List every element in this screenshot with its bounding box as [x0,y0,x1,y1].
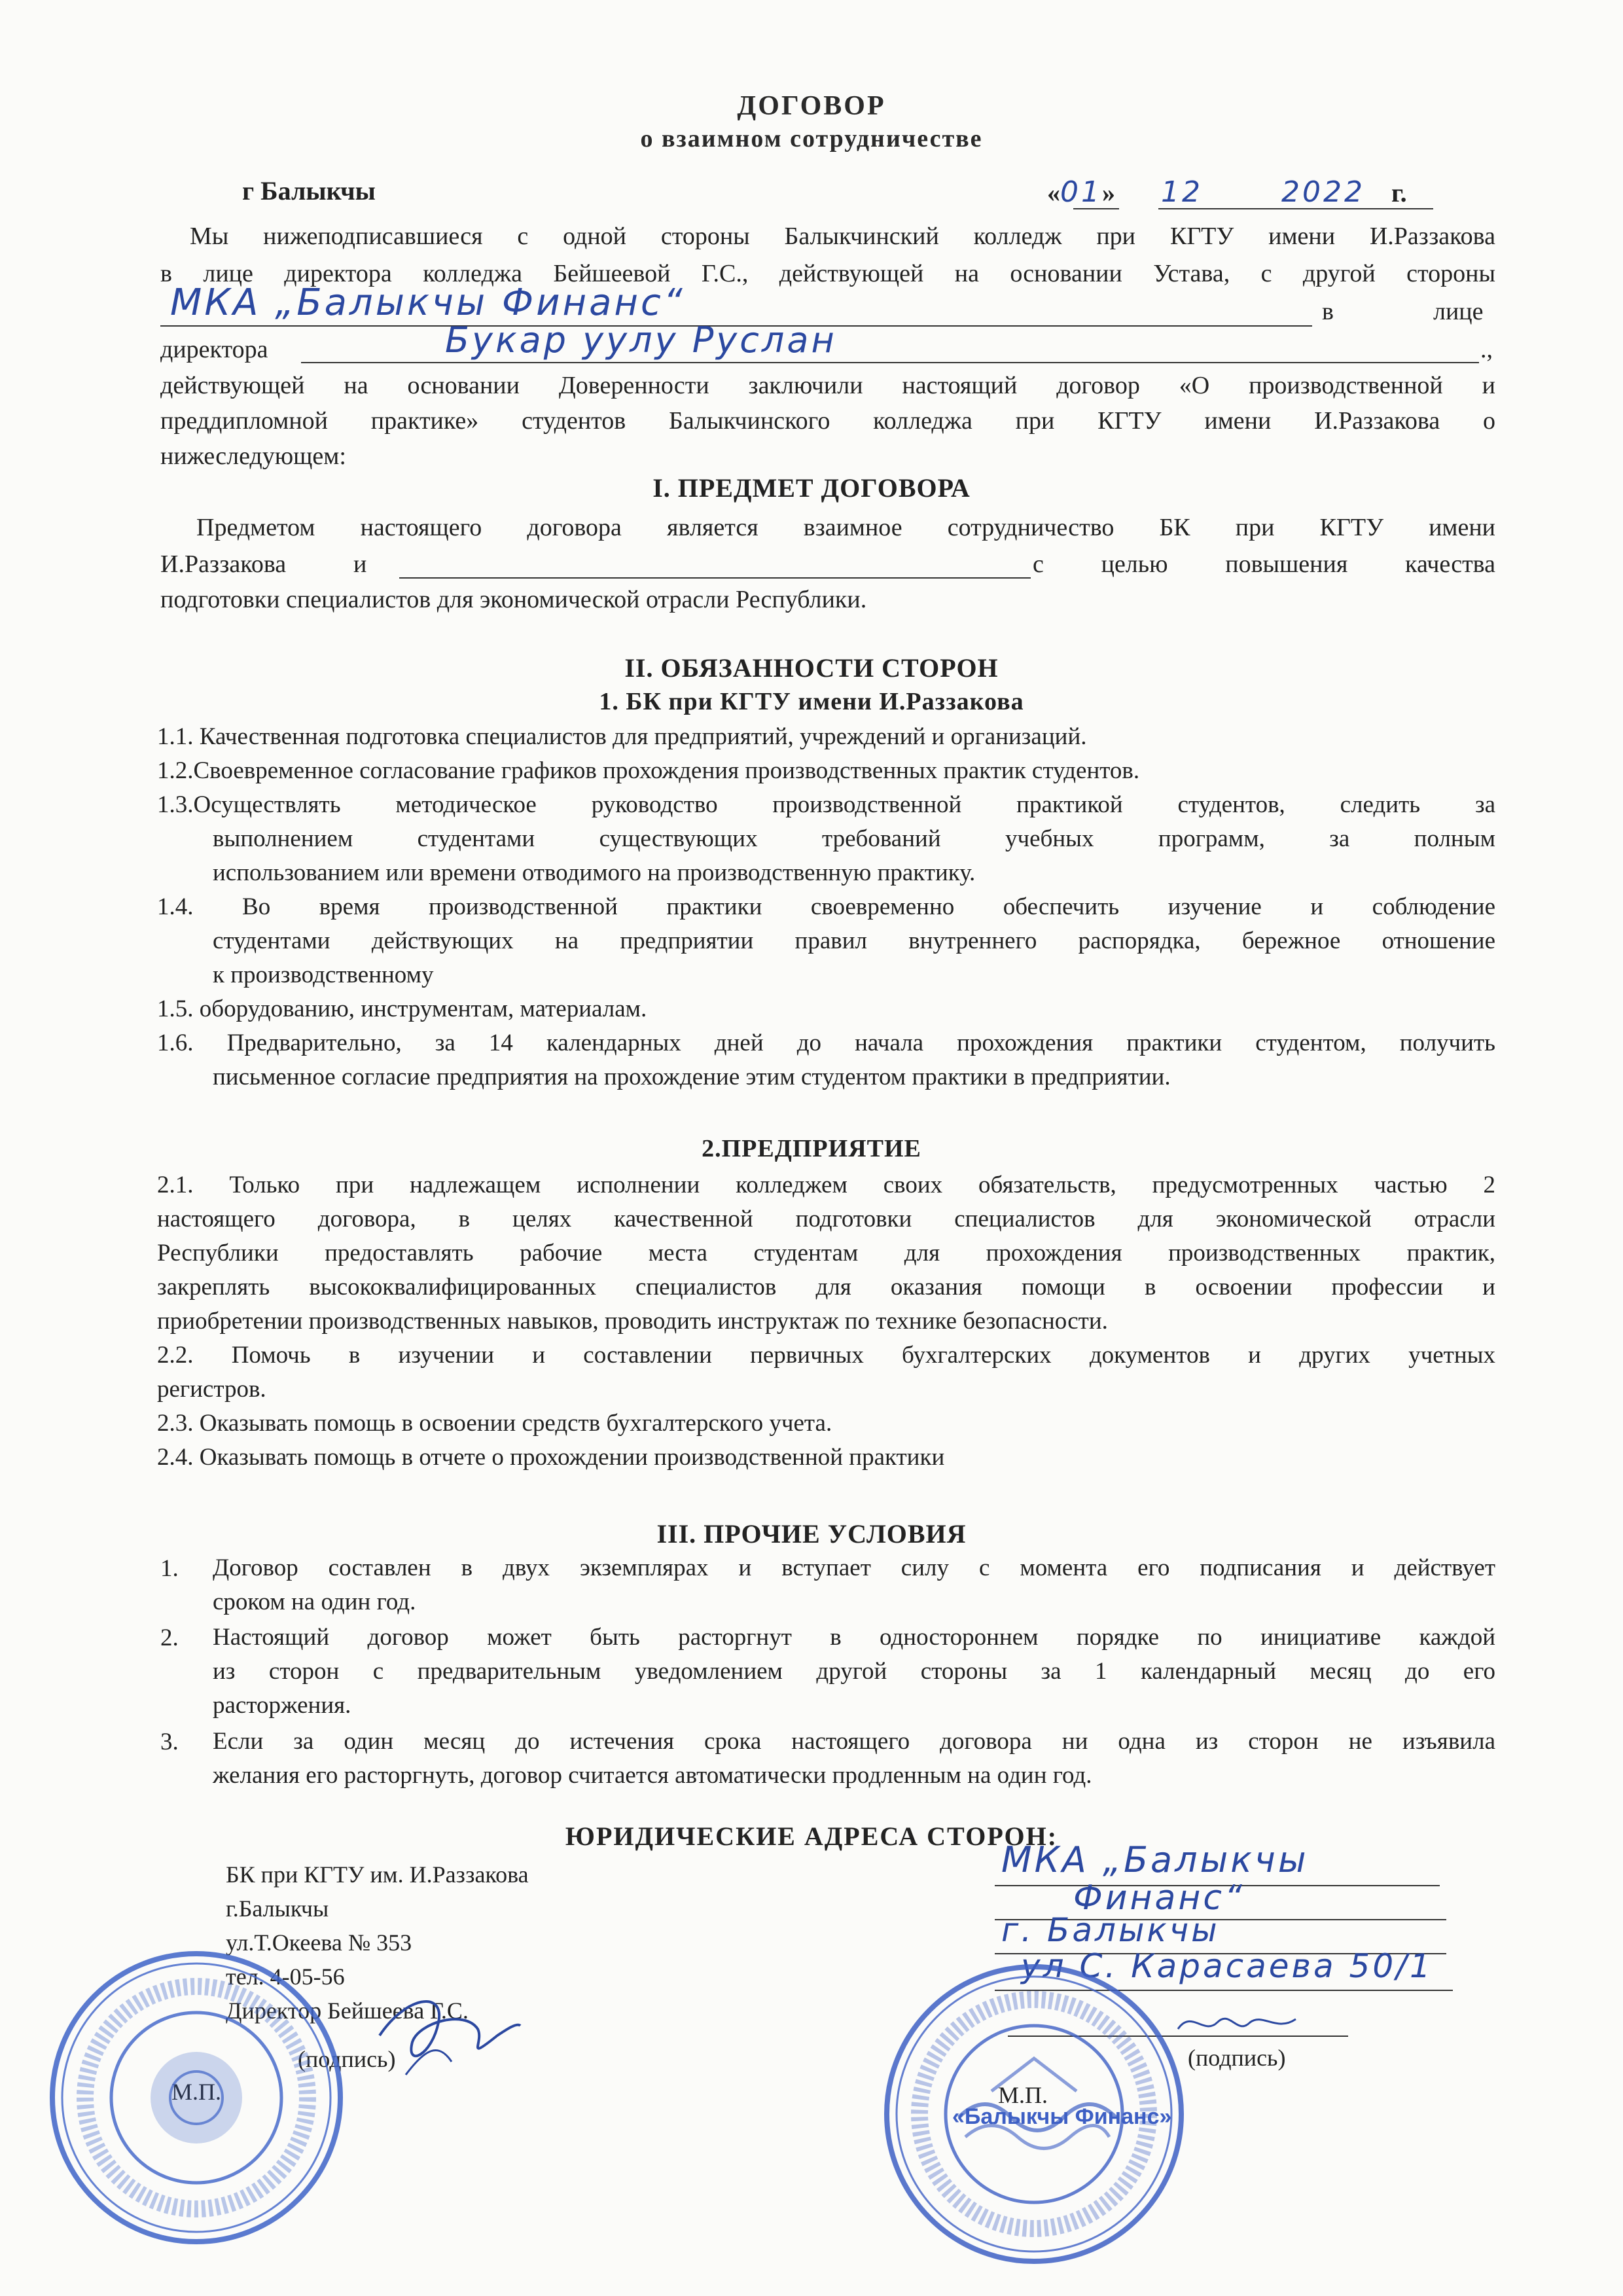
clause-number: 3. [160,1729,179,1755]
list-item: 1.6. Предварительно, за 14 календарных дней до начала прохождения практики студентом, получить [157,1030,1495,1056]
list-item: 1.5. оборудованию, инструментам, материалам. [157,996,647,1022]
director-name-handwritten: Букар уулу Руслан [445,319,837,361]
list-item: настоящего договора, в целях качественной подготовки специалистов для экономической отрасли [157,1206,1495,1232]
address-line: г.Балыкчы [226,1895,329,1922]
list-item: сроком на один год. [213,1588,416,1615]
duties-enterprise-list [157,1168,1495,1475]
section-1-line-1: Предметом настоящего договора является взаимное сотрудничество БК при КГТУ имени [196,514,1495,541]
city-label: г Балыкчы [242,176,376,206]
left-signature-label: (подпись) [298,2046,396,2072]
list-item: расторжения. [213,1692,351,1719]
date-day: 01 [1060,175,1102,209]
clause-number: 1. [160,1555,179,1582]
address-line: ул.Т.Океева № 353 [226,1929,412,1956]
right-mp: М.П. [998,2082,1048,2108]
intro-line-1: Мы нижеподписавшиеся с одной стороны Балыкчинский колледж при КГТУ имени И.Раззакова [190,223,1495,250]
list-item: к производственному [213,961,434,988]
section-2-title: II. ОБЯЗАННОСТИ СТОРОН [624,653,999,683]
left-signature [366,1983,524,2088]
list-item: 2.1. Только при надлежащем исполнении колледжем своих обязательств, предусмотренных частью 2 [157,1172,1495,1198]
document-subtitle: о взаимном сотрудничестве [640,125,983,152]
addresses-title: ЮРИДИЧЕСКИЕ АДРЕСА СТОРОН: [565,1821,1058,1851]
list-item: Настоящий договор может быть расторгнут в одностороннем порядке по инициативе каждой [213,1624,1495,1651]
section-2-sub-2: 2.ПРЕДПРИЯТИЕ [702,1135,921,1162]
date-suffix: г. [1391,178,1407,207]
director-label: директора [160,336,268,363]
list-item: Республики предоставлять рабочие места студентам для прохождения производственных практик, [157,1240,1495,1266]
section-1-line-2c: с целью повышения качества [1033,550,1495,578]
address-line: БК при КГТУ им. И.Раззакова [226,1861,529,1888]
list-item: желания его расторгнуть, договор считается автоматически продленным на один год. [213,1762,1092,1789]
section-2-sub-1: 1. БК при КГТУ имени И.Раззакова [599,688,1024,715]
list-item: 1.1. Качественная подготовка специалистов для предприятий, учреждений и организаций. [157,723,1087,750]
intro-in-face: в [1322,298,1334,325]
list-item: выполнением студентами существующих требований учебных программ, за полным [213,825,1495,852]
list-item: закреплять высококвалифицированных специалистов для оказания помощи в освоении профессии и [157,1274,1495,1300]
clause-3 [213,1725,1495,1793]
intro-line-2: в лице директора колледжа Бейшеевой Г.С., действующей на основании Устава, с другой стороны [160,260,1495,287]
clause-2 [213,1621,1495,1723]
intro-comma: ., [1480,336,1493,363]
list-item: использованием или времени отводимого на производственную практику. [213,859,976,886]
section-1-line-2a: И.Раззакова [160,550,287,578]
company-stamp-text: «Балыкчы Финанс» [952,2104,1172,2129]
document-title: ДОГОВОР [737,91,886,121]
list-item: регистров. [157,1376,266,1403]
list-item: из сторон с предварительным уведомлением другой стороны за 1 календарный месяц до его [213,1658,1495,1685]
list-item: Договор составлен в двух экземплярах и вступает силу с момента его подписания и действует [213,1554,1495,1581]
clause-1 [213,1551,1495,1619]
intro-line-6: преддипломной практике» студентов Балыкчинского колледжа при КГТУ имени И.Раззакова о [160,407,1495,435]
list-item: 1.2.Своевременное согласование графиков прохождения производственных практик студентов. [157,757,1140,784]
list-item: 1.4. Во время производственной практики своевременно обеспечить изучение и соблюдение [157,893,1495,920]
intro-line-7: нижеследующем: [160,442,346,470]
left-mp: М.П. [171,2079,222,2105]
list-item: приобретении производственных навыков, проводить инструктаж по технике безопасности. [157,1308,1108,1335]
right-address-line: ул С. Карасаева 50/1 [1021,1947,1433,1985]
list-item: 1.3.Осуществлять методическое руководство производственной практикой студентов, следить за [157,791,1495,818]
address-line: тел. 4-05-56 [226,1964,345,1990]
section-3-title: III. ПРОЧИЕ УСЛОВИЯ [656,1519,967,1549]
list-item: студентами действующих на предприятии правил внутреннего распорядка, бережное отношение [213,927,1495,954]
section-1-line-2b: и [353,550,367,578]
company-name-handwritten: МКА „Балыкчы Финанс“ [170,281,685,324]
date-field: «01» 12 2022 г. [1047,175,1407,209]
list-item: 2.3. Оказывать помощь в освоении средств бухгалтерского учета. [157,1410,832,1437]
right-address-line: МКА „Балыкчы [1001,1839,1309,1880]
address-line: Директор Бейшеева Г.С. [226,1998,469,2024]
intro-line-5: действующей на основании Доверенности заключили настоящий договор «О производственной и [160,372,1495,399]
clause-number: 2. [160,1624,179,1651]
date-month: 12 [1161,175,1203,209]
college-stamp-icon [46,1947,347,2248]
section-1-title: I. ПРЕДМЕТ ДОГОВОРА [652,473,971,503]
section-1-line-3: подготовки специалистов для экономической отрасли Республики. [160,586,867,613]
intro-in-face-2: лице [1433,298,1484,325]
list-item: 2.2. Помочь в изучении и составлении первичных бухгалтерских документов и других учетных [157,1342,1495,1369]
right-signature [1171,2003,1302,2049]
duties-college-list [157,720,1495,1094]
right-address-line: Финанс“ [1073,1878,1245,1918]
right-address-line: г. Балыкчы [1001,1911,1220,1949]
date-year: 2022 [1281,175,1365,209]
list-item: 2.4. Оказывать помощь в отчете о прохождении производственной практики [157,1444,945,1471]
list-item: письменное согласие предприятия на прохождение этим студентом практики в предприятии. [213,1064,1171,1090]
list-item: Если за один месяц до истечения срока настоящего договора ни одна из сторон не изъявила [213,1728,1495,1755]
right-signature-label: (подпись) [1188,2045,1286,2071]
